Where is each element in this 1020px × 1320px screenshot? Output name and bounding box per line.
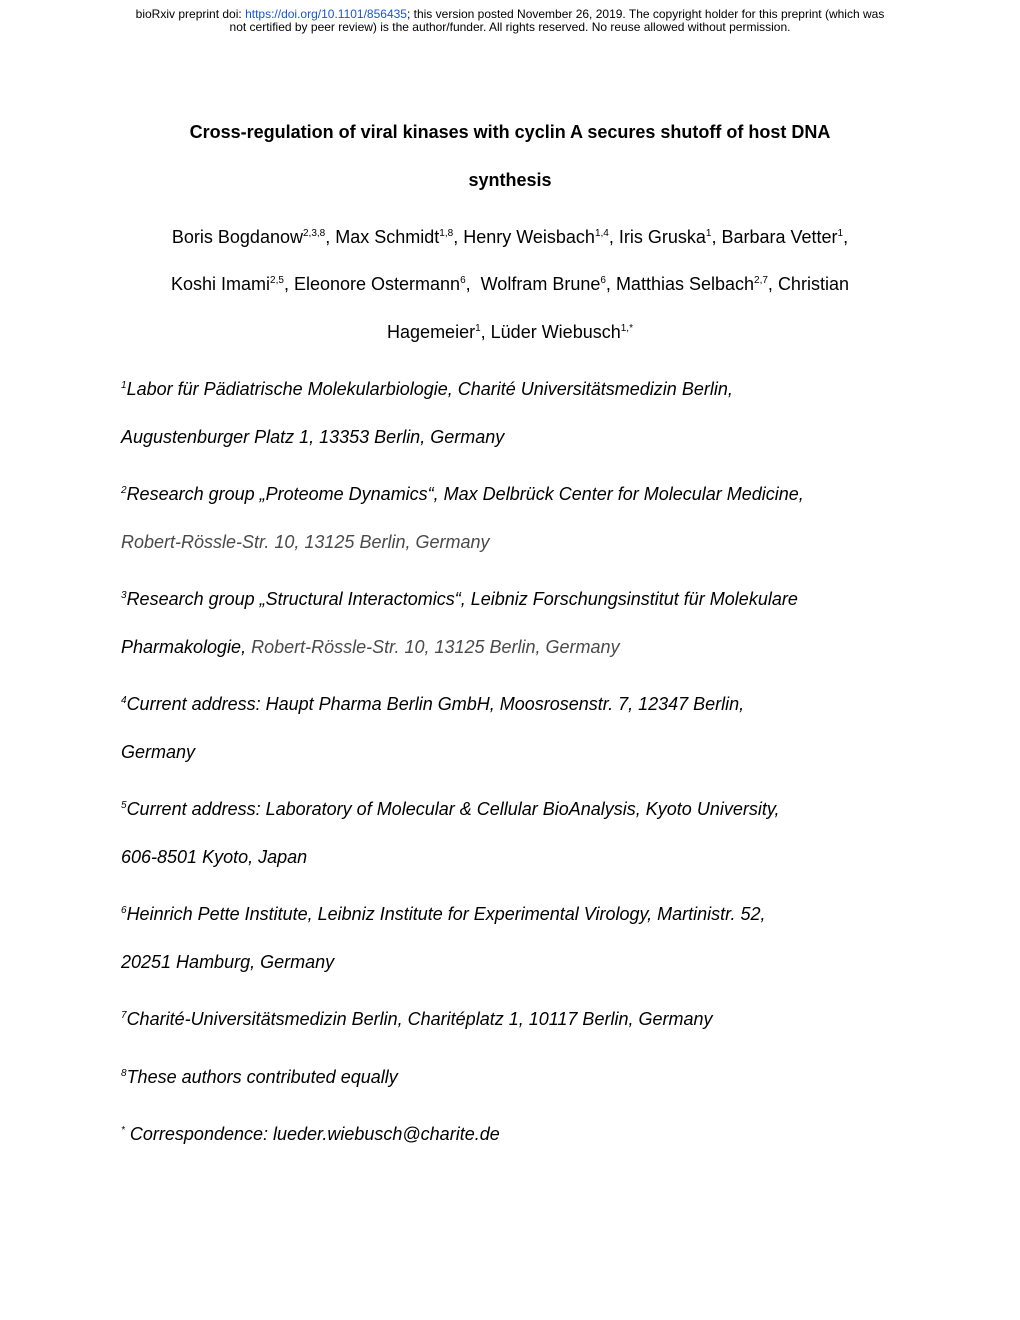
author-affiliation-marks: 1 <box>837 228 844 239</box>
affiliation-7: $^7$Charité-Universitätsmedizin Berlin, Charitéplatz 1, 10117 Berlin, Germany <box>121 1009 713 1029</box>
affiliation-6-line2: 20251 Hamburg, Germany <box>121 952 335 972</box>
paper-title-line2: synthesis <box>468 170 552 190</box>
affiliation-mark: 1 <box>121 380 127 391</box>
affiliation-mark: 6 <box>121 905 127 916</box>
correspondence-text: Correspondence: lueder.wiebusch@charite.de <box>124 1124 500 1144</box>
author-affiliation-marks: 6 <box>460 275 466 286</box>
author-name: Eleonore Ostermann <box>293 274 461 294</box>
author-affiliation-marks: 2,7 <box>754 275 768 286</box>
author-name: Boris Bogdanow <box>171 227 303 247</box>
affiliation-5-line1: $^5$Current address: Laboratory of Molecular & Cellular BioAnalysis, Kyoto University, <box>121 799 780 819</box>
author-name: Christian <box>777 274 849 294</box>
affiliation-6-line1: $^6$Heinrich Pette Institute, Leibniz Institute for Experimental Virology, Martinistr. 52, <box>121 904 766 924</box>
affiliation-8: $^8$These authors contributed equally <box>121 1067 398 1087</box>
preprint-notice <box>0 8 1020 34</box>
author-name: Iris Gruska <box>618 227 706 247</box>
affiliation-2-line1: $^2$Research group „Proteome Dynamics“, Max Delbrück Center for Molecular Medicine, <box>121 484 804 504</box>
author-name: Wolfram Brune <box>480 274 601 294</box>
correspondence-mark: * <box>121 1125 125 1136</box>
doi-link[interactable]: https://doi.org/10.1101/856435 <box>245 7 407 21</box>
affiliation-1-line1: $^1$Labor für Pädiatrische Molekularbiologie, Charité Universitätsmedizin Berlin, <box>121 379 733 399</box>
author-name: Max Schmidt <box>335 227 440 247</box>
author-name: Lüder Wiebusch <box>490 322 621 342</box>
author-affiliation-marks: 1,8 <box>439 228 454 239</box>
affiliation-mark: 4 <box>121 695 127 706</box>
affiliation-2-line2: Robert-Rössle-Str. 10, 13125 Berlin, Germany <box>121 532 490 552</box>
affiliation-mark: 5 <box>121 800 127 811</box>
affiliation-4-line1: $^4$Current address: Haupt Pharma Berlin GmbH, Moosrosenstr. 7, 12347 Berlin, <box>121 694 745 714</box>
affiliation-mark: 7 <box>121 1010 127 1021</box>
author-affiliation-marks: 1 <box>475 323 481 334</box>
affiliation-mark: 2 <box>121 485 127 496</box>
author-name: Henry Weisbach <box>463 227 595 247</box>
author-name: Hagemeier <box>387 322 476 342</box>
paper-title-line1: Cross-regulation of viral kinases with cyclin A secures shutoff of host DNA <box>189 122 831 142</box>
affiliation-mark: 8 <box>121 1068 127 1079</box>
author-affiliation-marks: 2,3,8 <box>302 228 326 239</box>
author-line-1: Boris Bogdanow$^{2,3,8}$, Max Schmidt$^{1,8}$, Henry Weisbach$^{1,4}$, Iris Gruska$^1$, Barbara Vetter$^1$, <box>171 227 849 247</box>
author-affiliation-marks: 6 <box>600 275 606 286</box>
author-affiliation-marks: 1,* <box>620 323 633 334</box>
affiliation-3-line2: Pharmakologie, Robert-Rössle-Str. 10, 13125 Berlin, Germany <box>121 637 620 657</box>
affiliation-1-line2: Augustenburger Platz 1, 13353 Berlin, Germany <box>121 427 505 447</box>
affiliation-5-line2: 606-8501 Kyoto, Japan <box>121 847 308 867</box>
author-line-2: Koshi Imami$^{2,5}$, Eleonore Ostermann$^6$, Wolfram Brune$^6$, Matthias Selbach$^{2,7}$, Christian <box>171 274 849 294</box>
author-name: Koshi Imami <box>171 274 271 294</box>
affiliation-4-line2: Germany <box>121 742 196 762</box>
author-name: Barbara Vetter <box>721 227 838 247</box>
correspondence <box>121 1124 941 1145</box>
author-affiliation-marks: 2,5 <box>270 275 284 286</box>
preprint-notice-line1: bioRxiv preprint doi: https://doi.org/10.1101/856435; this version posted November 26, 2019. The copyright holder for this preprint (which was <box>135 7 885 21</box>
author-affiliation-marks: 1,4 <box>594 228 609 239</box>
affiliation-mark: 3 <box>121 590 127 601</box>
preprint-notice-line2: not certified by peer review) is the author/funder. All rights reserved. No reuse allowed without permission. <box>229 20 791 34</box>
affiliation-3-line1: $^3$Research group „Structural Interactomics“, Leibniz Forschungsinstitut für Molekulare <box>121 589 798 609</box>
author-line-3: Hagemeier$^1$, Lüder Wiebusch$^{1,*}$ <box>387 322 633 342</box>
author-affiliation-marks: 1 <box>705 228 712 239</box>
author-name: Matthias Selbach <box>615 274 755 294</box>
